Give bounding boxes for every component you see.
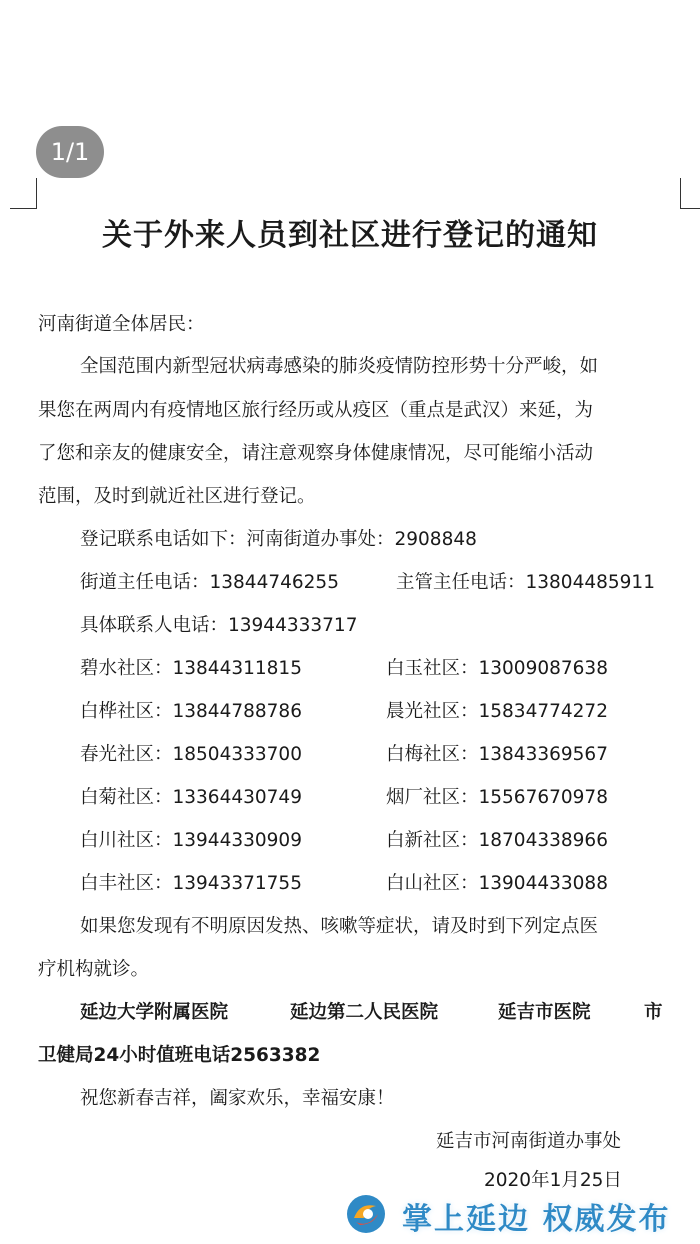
watermark-text: 掌上延边 权威发布 bbox=[402, 1202, 671, 1237]
brand-logo-icon bbox=[346, 1194, 386, 1234]
date: 2020年1月25日 bbox=[484, 1170, 622, 1191]
supervisor-phone: 主管主任电话：13804485911 bbox=[396, 572, 655, 593]
crop-mark-right bbox=[680, 178, 700, 209]
hospital-name: 延边大学附属医院 bbox=[80, 1002, 229, 1023]
community-phone: 烟厂社区：15567670978 bbox=[386, 787, 608, 808]
community-phone: 碧水社区：13844311815 bbox=[80, 658, 302, 679]
hotline: 卫健局24小时值班电话2563382 bbox=[38, 1045, 321, 1066]
community-phone: 白山社区：13904433088 bbox=[386, 873, 608, 894]
community-phone: 白梅社区：13843369567 bbox=[386, 744, 608, 765]
hospital-name: 延边第二人民医院 bbox=[290, 1002, 439, 1023]
signature: 延吉市河南街道办事处 bbox=[436, 1131, 622, 1152]
para1-line: 果您在两周内有疫情地区旅行经历或从疫区（重点是武汉）来延，为 bbox=[38, 400, 594, 421]
community-phone: 白川社区：13944330909 bbox=[80, 830, 302, 851]
para1-line: 了您和亲友的健康安全，请注意观察身体健康情况，尽可能缩小活动 bbox=[38, 443, 594, 464]
para1-line: 全国范围内新型冠状病毒感染的肺炎疫情防控形势十分严峻，如 bbox=[80, 356, 599, 377]
community-phone: 白桦社区：13844788786 bbox=[80, 701, 302, 722]
community-phone: 白菊社区：13364430749 bbox=[80, 787, 302, 808]
salutation: 河南街道全体居民： bbox=[38, 314, 205, 335]
community-phone: 白玉社区：13009087638 bbox=[386, 658, 608, 679]
community-phone: 白丰社区：13943371755 bbox=[80, 873, 302, 894]
specific-contact-phone: 具体联系人电话：13944333717 bbox=[80, 615, 358, 636]
director-phone: 街道主任电话：13844746255 bbox=[80, 572, 339, 593]
crop-mark-left bbox=[10, 178, 37, 209]
community-phone: 白新社区：18704338966 bbox=[386, 830, 608, 851]
para2-line: 疗机构就诊。 bbox=[38, 959, 150, 980]
contact-intro: 登记联系电话如下：河南街道办事处：2908848 bbox=[80, 529, 477, 550]
wishes: 祝您新春吉祥，阖家欢乐，幸福安康！ bbox=[80, 1088, 395, 1109]
para1-line: 范围，及时到就近社区进行登记。 bbox=[38, 486, 316, 507]
notice-title: 关于外来人员到社区进行登记的通知 bbox=[102, 218, 598, 253]
community-phone: 春光社区：18504333700 bbox=[80, 744, 302, 765]
hospital-name: 延吉市医院 bbox=[498, 1002, 591, 1023]
community-phone: 晨光社区：15834774272 bbox=[386, 701, 608, 722]
para2-line: 如果您发现有不明原因发热、咳嗽等症状，请及时到下列定点医 bbox=[80, 916, 599, 937]
page-indicator: 1/1 bbox=[36, 126, 104, 178]
hotline-prefix: 市 bbox=[644, 1002, 663, 1023]
